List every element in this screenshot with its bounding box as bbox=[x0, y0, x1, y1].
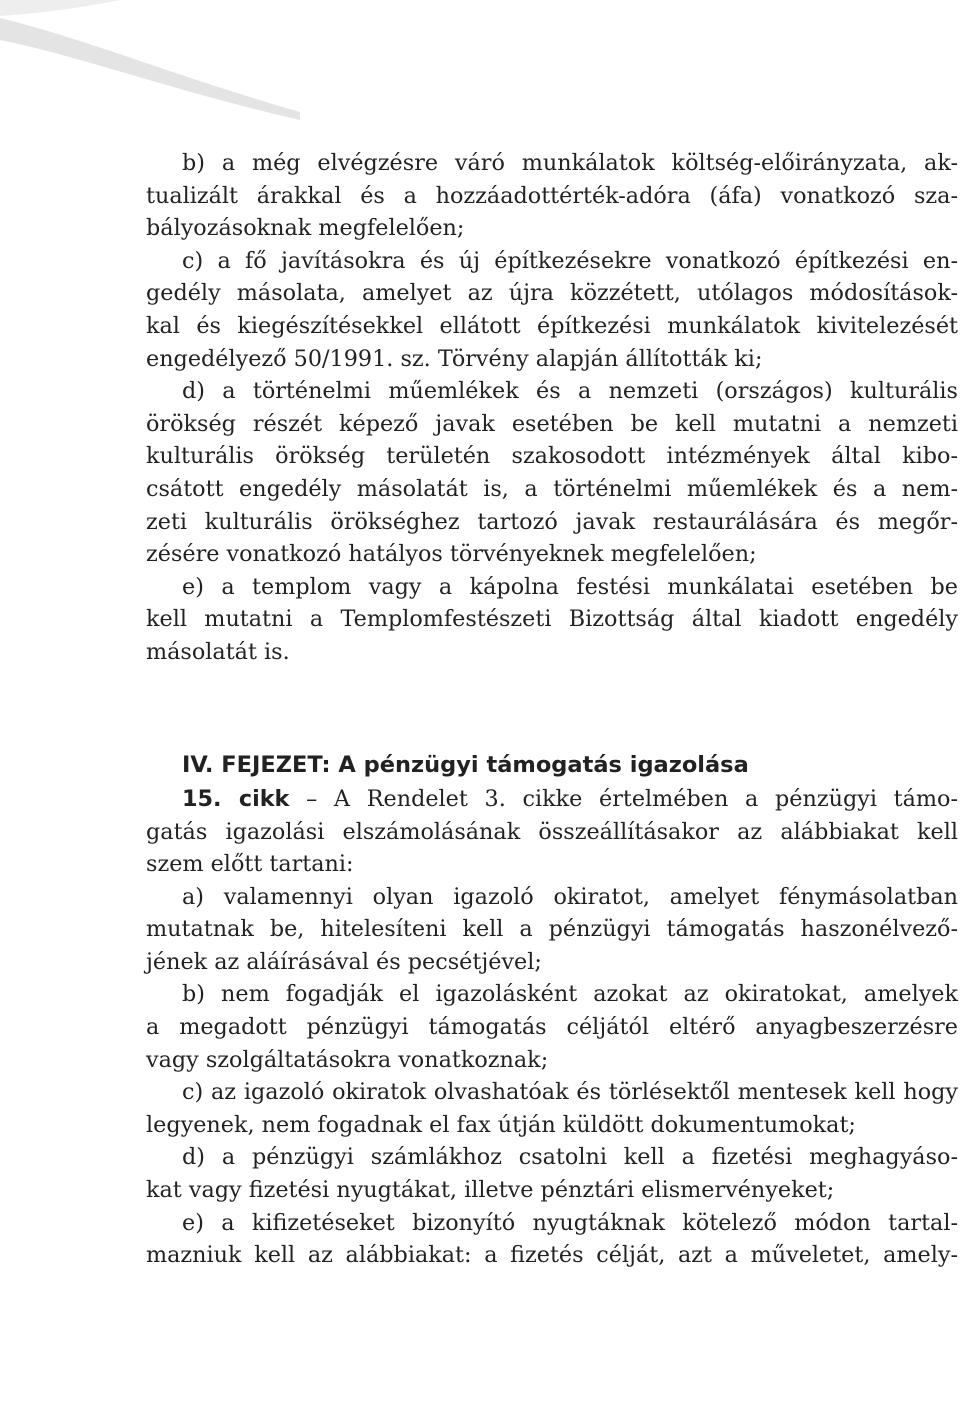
paragraph-line: a megadott pénzügyi támogatás céljától eltérő anyagbeszerzésre bbox=[146, 1014, 958, 1041]
paragraph-line: engedélyező 50/1991. sz. Törvény alapján állították ki; bbox=[146, 345, 763, 372]
paragraph-line: b) nem fogadják el igazolásként azokat az okiratokat, amelyek bbox=[182, 981, 958, 1008]
paragraph-line: d) a történelmi műemlékek és a nemzeti (országos) kulturális bbox=[182, 378, 958, 405]
paragraph-line: gedély másolata, amelyet az újra közzétett, utólagos módosítások- bbox=[146, 280, 958, 307]
paragraph-line: bályozásoknak megfelelően; bbox=[146, 215, 465, 242]
paragraph-line: kat vagy fizetési nyugtákat, illetve pénztári elismervényeket; bbox=[146, 1177, 835, 1204]
paragraph-line: vagy szolgáltatásokra vonatkoznak; bbox=[146, 1046, 549, 1073]
paragraph-line: a) valamennyi olyan igazoló okiratot, amelyet fénymásolatban bbox=[182, 883, 958, 910]
paragraph-line: zésére vonatkozó hatályos törvényeknek megfelelően; bbox=[146, 541, 757, 568]
paragraph-line: legyenek, nem fogadnak el fax útján küldött dokumentumokat; bbox=[146, 1111, 856, 1138]
paragraph-line: b) a még elvégzésre váró munkálatok költség-előirányzata, ak- bbox=[182, 150, 958, 176]
section-top-text bbox=[146, 147, 958, 669]
paragraph-line: tualizált árakkal és a hozzáadottérték-adóra (áfa) vonatkozó sza- bbox=[146, 182, 958, 209]
chapter-section bbox=[146, 747, 958, 1272]
paragraph-line: d) a pénzügyi számlákhoz csatolni kell a fizetési meghagyáso- bbox=[182, 1144, 958, 1171]
paragraph-line: mutatnak be, hitelesíteni kell a pénzügyi támogatás haszonélvező- bbox=[146, 916, 958, 943]
article-first-line bbox=[146, 783, 958, 816]
paragraph-line: kal és kiegészítésekkel ellátott építkezési munkálatok kivitelezését bbox=[146, 312, 958, 339]
paragraph-line: szem előtt tartani: bbox=[146, 851, 354, 878]
paragraph-line: c) a fő javításokra és új építkezésekre vonatkozó építkezési en- bbox=[182, 247, 958, 274]
paragraph-line: c) az igazoló okiratok olvashatóak és törlésektől mentesek kell hogy bbox=[182, 1079, 958, 1106]
paragraph-line: e) a kifizetéseket bizonyító nyugtáknak kötelező módon tartal- bbox=[182, 1209, 958, 1236]
page-corner-decoration bbox=[0, 0, 300, 120]
article-number: 15. cikk bbox=[182, 785, 290, 812]
paragraph-line: másolatát is. bbox=[146, 638, 290, 665]
article-first-line-text: – A Rendelet 3. cikke értelmében a pénzügyi támo- bbox=[289, 785, 958, 812]
paragraph-line: e) a templom vagy a kápolna festési munkálatai esetében be bbox=[182, 573, 958, 600]
paragraph-line: örökség részét képező javak esetében be kell mutatni a nemzeti bbox=[146, 410, 958, 437]
paragraph-line: csátott engedély másolatát is, a történelmi műemlékek és a nem- bbox=[146, 475, 958, 502]
paragraph-line: mazniuk kell az alábbiakat: a fizetés célját, azt a műveletet, amely- bbox=[146, 1242, 958, 1269]
paragraph-line: kulturális örökség területén szakosodott intézmények által kibo- bbox=[146, 443, 958, 470]
paragraph-line: zeti kulturális örökséghez tartozó javak restaurálására és megőr- bbox=[146, 508, 958, 535]
section-spacer bbox=[146, 669, 958, 747]
paragraph-line: gatás igazolási elszámolásának összeállításakor az alábbiakat kell bbox=[146, 818, 958, 845]
document-page bbox=[146, 147, 958, 1272]
paragraph-line: kell mutatni a Templomfestészeti Bizottság által kiadott engedély bbox=[146, 606, 958, 633]
paragraph-line: jének az aláírásával és pecsétjével; bbox=[146, 948, 542, 975]
chapter-heading: IV. FEJEZET: A pénzügyi támogatás igazolása bbox=[182, 751, 749, 778]
